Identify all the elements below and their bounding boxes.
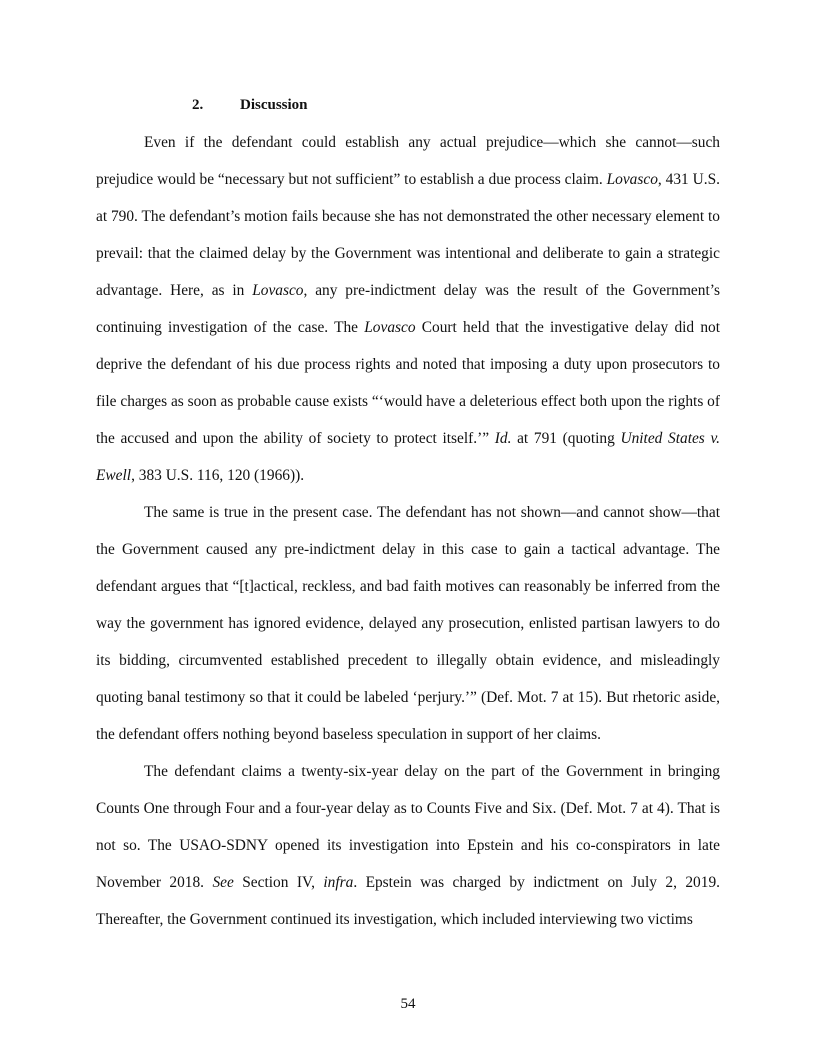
text-run: The defendant claims a twenty-six-year delay on the part of the Government in bringing Counts One through Four and a four-year delay as to Counts Five and Six. (Def. Mot. 7 at 4). That is not so. The USAO-SDNY opened its investigation into Epstein and his co-conspirators in late November 2018. bbox=[96, 763, 720, 891]
body-text bbox=[96, 124, 720, 938]
section-heading bbox=[192, 95, 308, 115]
signal-citation: infra bbox=[323, 874, 354, 891]
case-citation: Id. bbox=[494, 430, 512, 447]
paragraph-3 bbox=[96, 753, 720, 938]
text-run: Section IV, bbox=[233, 874, 324, 891]
section-number: 2. bbox=[192, 97, 204, 113]
case-citation: Lovasco bbox=[606, 171, 658, 188]
paragraph-2: The same is true in the present case. The defendant has not shown—and cannot show—that the Government caused any pre-indictment delay in this case to gain a tactical advantage. The defendant argues that “[t]actical, reckless, and bad faith motives can reasonably be inferred from the way the government has ignored evidence, delayed any prosecution, enlisted partisan lawyers to do its bidding, circumvented established precedent to illegally obtain evidence, and misleadingly quoting banal testimony so that it could be labeled ‘perjury.’” (Def. Mot. 7 at 15). But rhetoric aside, the defendant offers nothing beyond baseless speculation in support of her claims. bbox=[96, 504, 720, 743]
text-run: Court held that the investigative delay did not deprive the defendant of his due process rights and noted that imposing a duty upon prosecutors to file charges as soon as probable cause exists “‘would have a deleterious effect both upon the rights of the accused and upon the ability of society to protect itself.’” bbox=[96, 319, 720, 447]
text-run: , 431 U.S. at 790. The defendant’s motion fails because she has not demonstrated the other necessary element to prevail: that the claimed delay by the Government was intentional and deliberate to gain a strategic advantage. Here, as in bbox=[96, 171, 720, 299]
text-run: , any pre-indictment delay was the result of the Government’s continuing investigation of the case. The bbox=[96, 282, 720, 336]
signal-citation: See bbox=[212, 874, 234, 891]
page-number: 54 bbox=[400, 996, 416, 1012]
text-run: , 383 U.S. 116, 120 (1966)). bbox=[131, 467, 305, 484]
case-citation: Lovasco bbox=[252, 282, 304, 299]
text-run: . Epstein was charged by indictment on July 2, 2019. Thereafter, the Government continued its investigation, which included interviewing two victims bbox=[96, 874, 720, 928]
text-run: at 791 (quoting bbox=[511, 430, 621, 447]
paragraph-1 bbox=[96, 124, 720, 494]
case-citation: Lovasco bbox=[364, 319, 416, 336]
section-title: Discussion bbox=[240, 97, 308, 113]
case-citation: United States v. Ewell bbox=[96, 430, 721, 484]
text-run: Even if the defendant could establish any actual prejudice—which she cannot—such prejudice would be “necessary but not sufficient” to establish a due process claim. bbox=[96, 134, 720, 188]
